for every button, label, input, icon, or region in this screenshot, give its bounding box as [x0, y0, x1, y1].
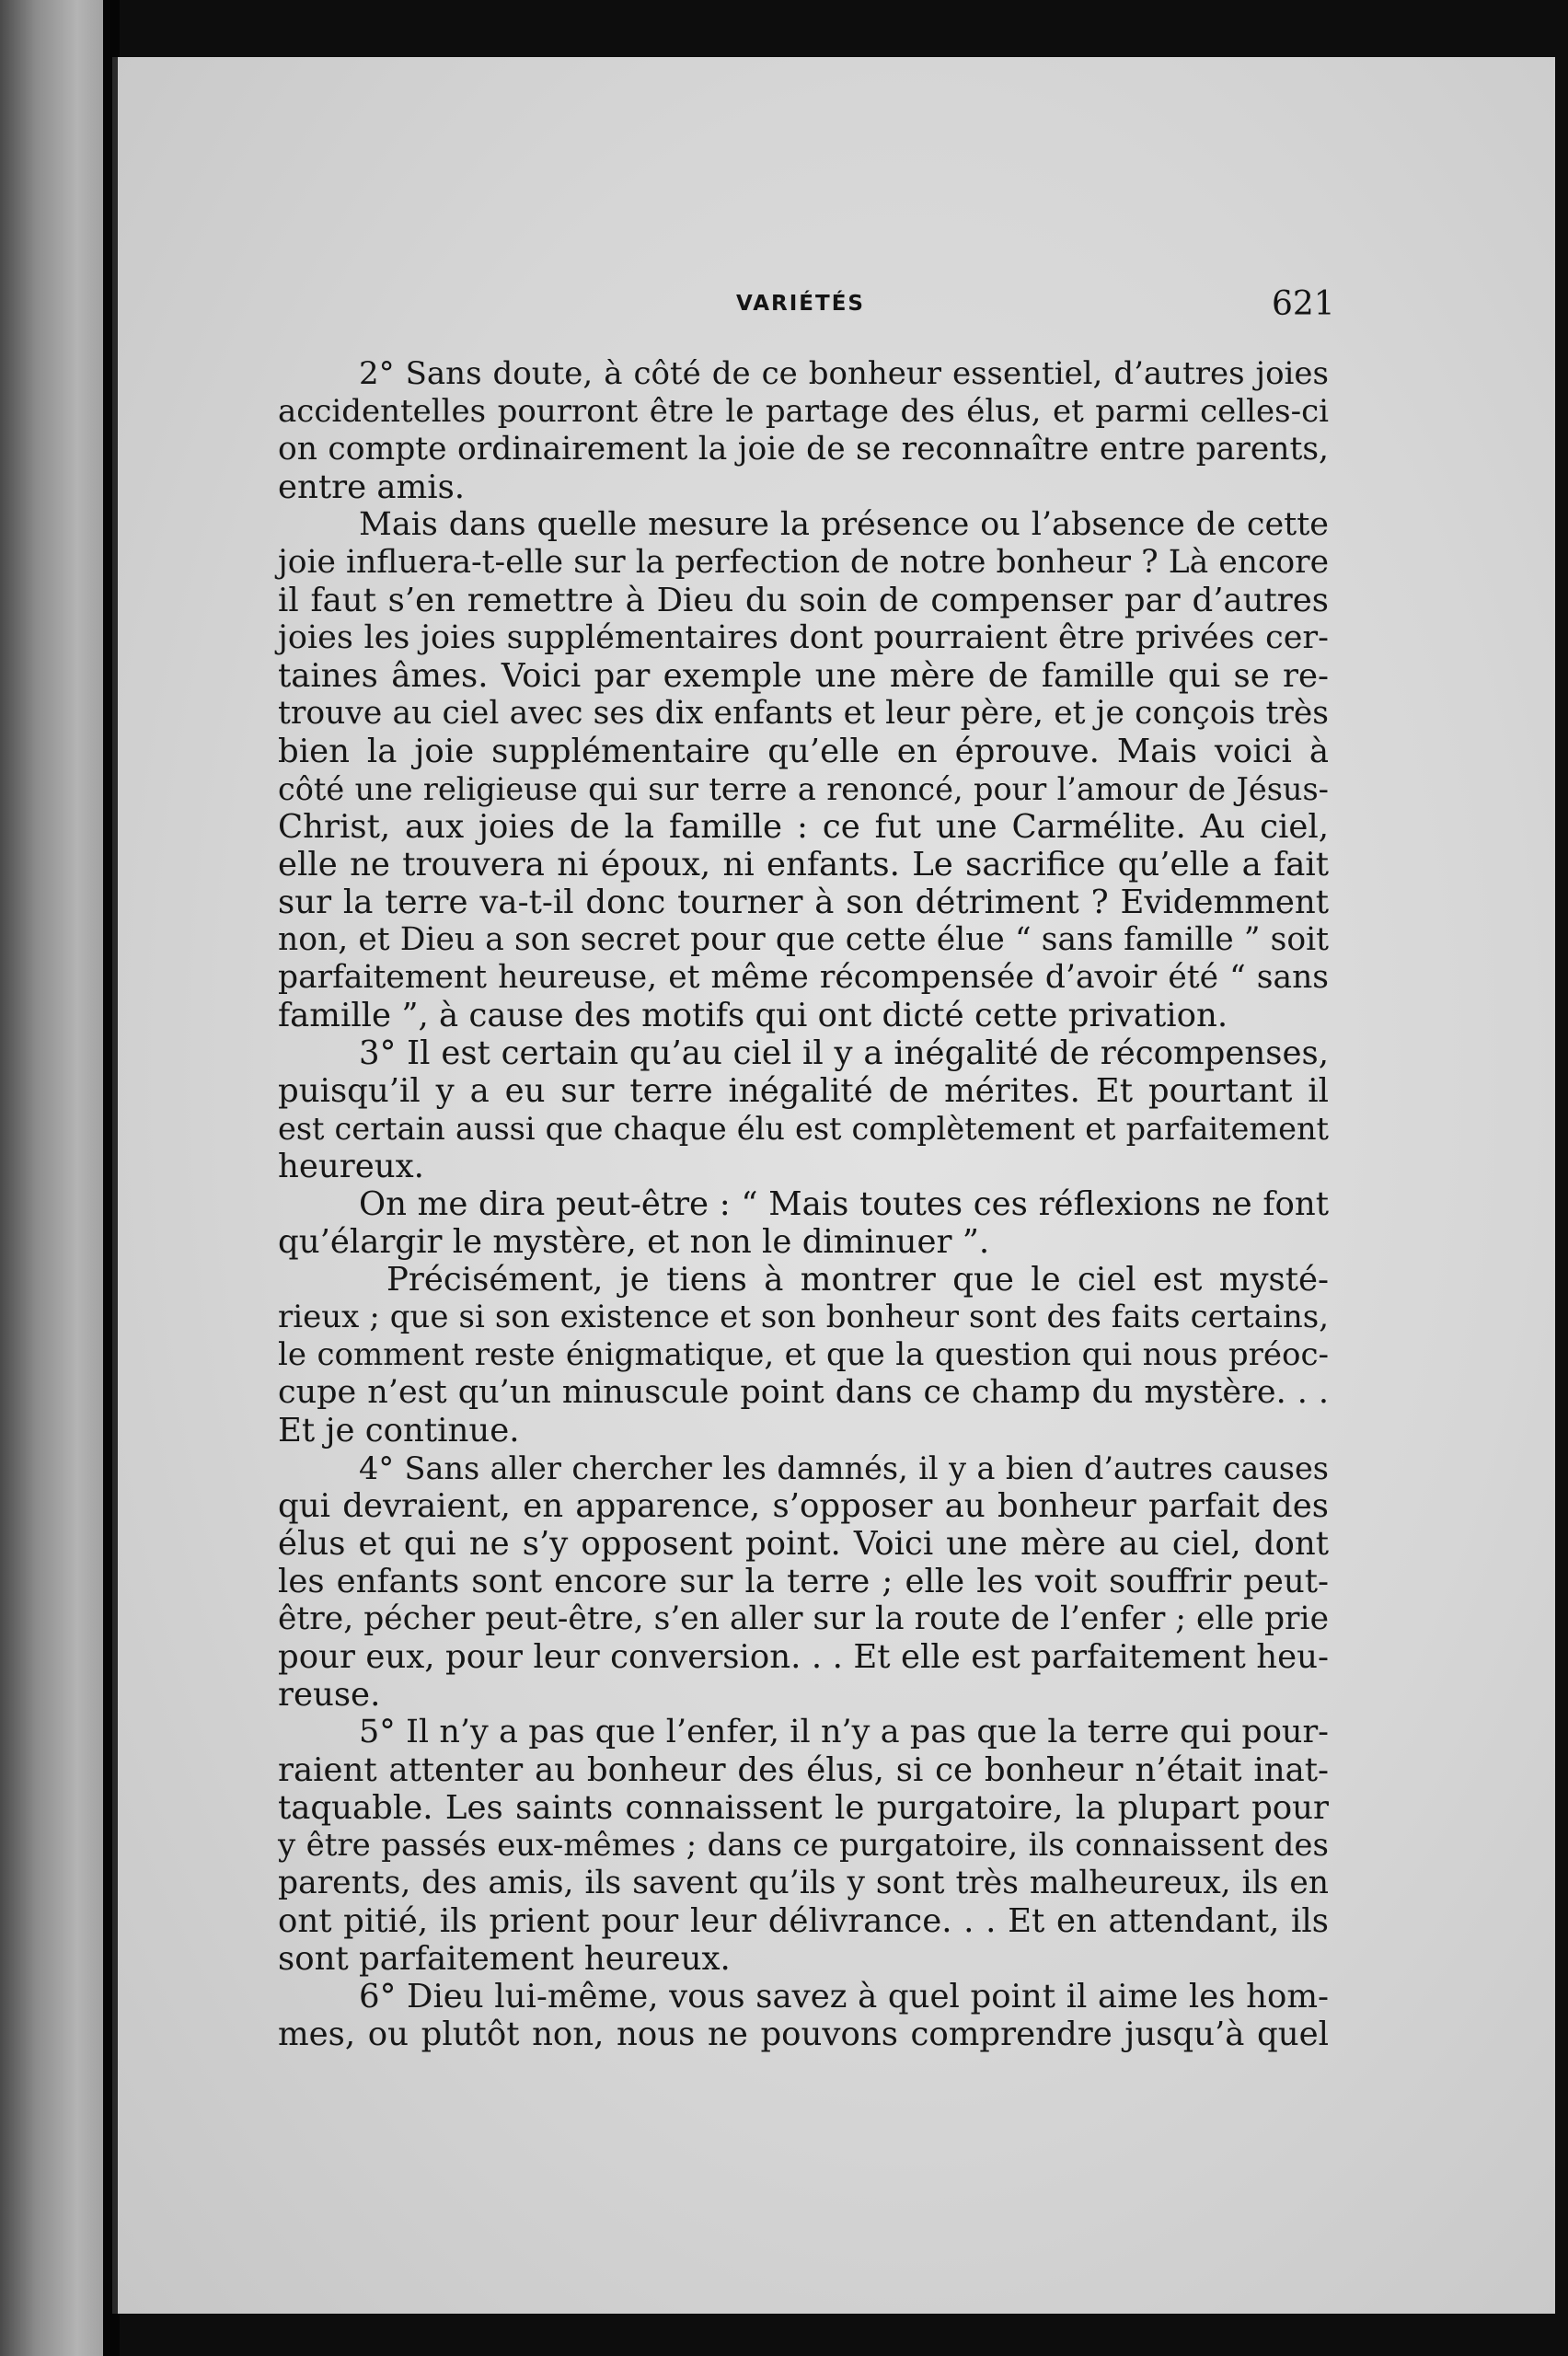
facing-page-edge [0, 0, 103, 2356]
text-line: joies les joies supplémentaires dont pourraient être privées cer- [278, 619, 1329, 656]
paragraph [278, 1487, 1329, 1714]
text-line: Et je continue. [278, 1412, 520, 1449]
text-line: joie influera-t-elle sur la perfection de notre bonheur ? Là encore [278, 544, 1329, 581]
text-line: raient attenter au bonheur des élus, si ce bonheur n’était inat- [278, 1751, 1329, 1789]
text-line: trouve au ciel avec ses dix enfants et leur père, et je conçois très [278, 695, 1329, 732]
paragraph [278, 2015, 1329, 2053]
text-line: mes, ou plutôt non, nous ne pouvons comprendre jusqu’à quel [278, 2015, 1329, 2053]
text-line: sur la terre va-t-il donc tourner à son détriment ? Evidemment [278, 884, 1329, 921]
text-line: qui devraient, en apparence, s’opposer au bonheur parfait des [278, 1487, 1329, 1525]
text-line: bien la joie supplémentaire qu’elle en éprouve. Mais voici à [278, 733, 1329, 770]
paragraph [278, 506, 1329, 544]
text-line: ont pitié, ils prient pour leur délivrance. . . Et en attendant, ils [278, 1902, 1329, 1940]
text-line: Mais dans quelle mesure la présence ou l’absence de cette [359, 506, 1329, 543]
text-line: y être passés eux-mêmes ; dans ce purgatoire, ils connaissent des [278, 1827, 1329, 1864]
paragraph [278, 1223, 1329, 1261]
paragraph [278, 393, 1329, 506]
text-line: il faut s’en remettre à Dieu du soin de compenser par d’autres [278, 582, 1329, 619]
text-line: qu’élargir le mystère, et non le diminuer ”. [278, 1223, 990, 1261]
text-line: est certain aussi que chaque élu est complètement et parfaitement [278, 1111, 1329, 1147]
text-line: puisqu’il y a eu sur terre inégalité de mérites. Et pourtant il [278, 1072, 1329, 1110]
text-line: reuse. [278, 1676, 381, 1714]
text-line: sont parfaitement heureux. [278, 1940, 731, 1978]
text-line: Précisément, je tiens à montrer que le ciel est mysté- [386, 1261, 1329, 1299]
paragraph [278, 1299, 1329, 1449]
text-line: famille ”, à cause des motifs qui ont dicté cette privation. [278, 997, 1228, 1034]
text-line: rieux ; que si son existence et son bonheur sont des faits certains, [278, 1299, 1329, 1335]
text-line: taquable. Les saints connaissent le purgatoire, la plupart pour [278, 1789, 1329, 1827]
text-line: parfaitement heureuse, et même récompensée d’avoir été “ sans [278, 959, 1329, 996]
text-line: 3° Il est certain qu’au ciel il y a inégalité de récompenses, [359, 1034, 1329, 1072]
text-line: accidentelles pourront être le partage des élus, et parmi celles-ci [278, 393, 1329, 430]
text-line: heureux. [278, 1148, 424, 1185]
paragraph [278, 1185, 1329, 1223]
text-line: cupe n’est qu’un minuscule point dans ce champ du mystère. . . [278, 1374, 1329, 1411]
paragraph [278, 544, 1329, 1034]
paragraph [278, 1751, 1329, 1978]
page-number: 621 [1272, 285, 1335, 323]
running-head: VARIÉTÉS [736, 292, 865, 316]
text-line: on compte ordinairement la joie de se reconnaître entre parents, [278, 431, 1329, 468]
text-line: être, pécher peut-être, s’en aller sur la route de l’enfer ; elle prie [278, 1600, 1329, 1637]
paragraph [278, 1978, 1329, 2015]
paragraph [278, 1714, 1329, 1751]
text-line: On me dira peut-être : “ Mais toutes ces réflexions ne font [359, 1185, 1329, 1223]
text-line: Christ, aux joies de la famille : ce fut une Carmélite. Au ciel, [278, 808, 1329, 846]
text-line: côté une religieuse qui sur terre a renoncé, pour l’amour de Jésus- [278, 771, 1329, 807]
paragraph [278, 1034, 1329, 1072]
text-line: élus et qui ne s’y opposent point. Voici une mère au ciel, dont [278, 1525, 1329, 1563]
text-line: entre amis. [278, 468, 466, 506]
paragraph [278, 1072, 1329, 1185]
text-line: parents, des amis, ils savent qu’ils y sont très malheureux, ils en [278, 1865, 1329, 1901]
paragraph [278, 355, 1329, 393]
text-line: le comment reste énigmatique, et que la question qui nous préoc- [278, 1336, 1329, 1373]
body-text [278, 355, 1329, 2053]
text-line: 2° Sans doute, à côté de ce bonheur essentiel, d’autres joies [359, 355, 1329, 392]
text-line: non, et Dieu a son secret pour que cette élue “ sans famille ” soit [278, 921, 1329, 958]
text-line: les enfants sont encore sur la terre ; elle les voit souffrir peut- [278, 1563, 1329, 1600]
text-line: elle ne trouvera ni époux, ni enfants. Le sacrifice qu’elle a fait [278, 846, 1329, 884]
paragraph [278, 1449, 1329, 1487]
text-line: 5° Il n’y a pas que l’enfer, il n’y a pas que la terre qui pour- [359, 1714, 1329, 1750]
text-line: taines âmes. Voici par exemple une mère de famille qui se re- [278, 657, 1329, 695]
text-line: 4° Sans aller chercher les damnés, il y a bien d’autres causes [359, 1450, 1329, 1486]
paragraph [278, 1261, 1329, 1299]
text-line: pour eux, pour leur conversion. . . Et elle est parfaitement heu- [278, 1638, 1329, 1676]
text-line: 6° Dieu lui-même, vous savez à quel point il aime les hom- [359, 1978, 1329, 2015]
